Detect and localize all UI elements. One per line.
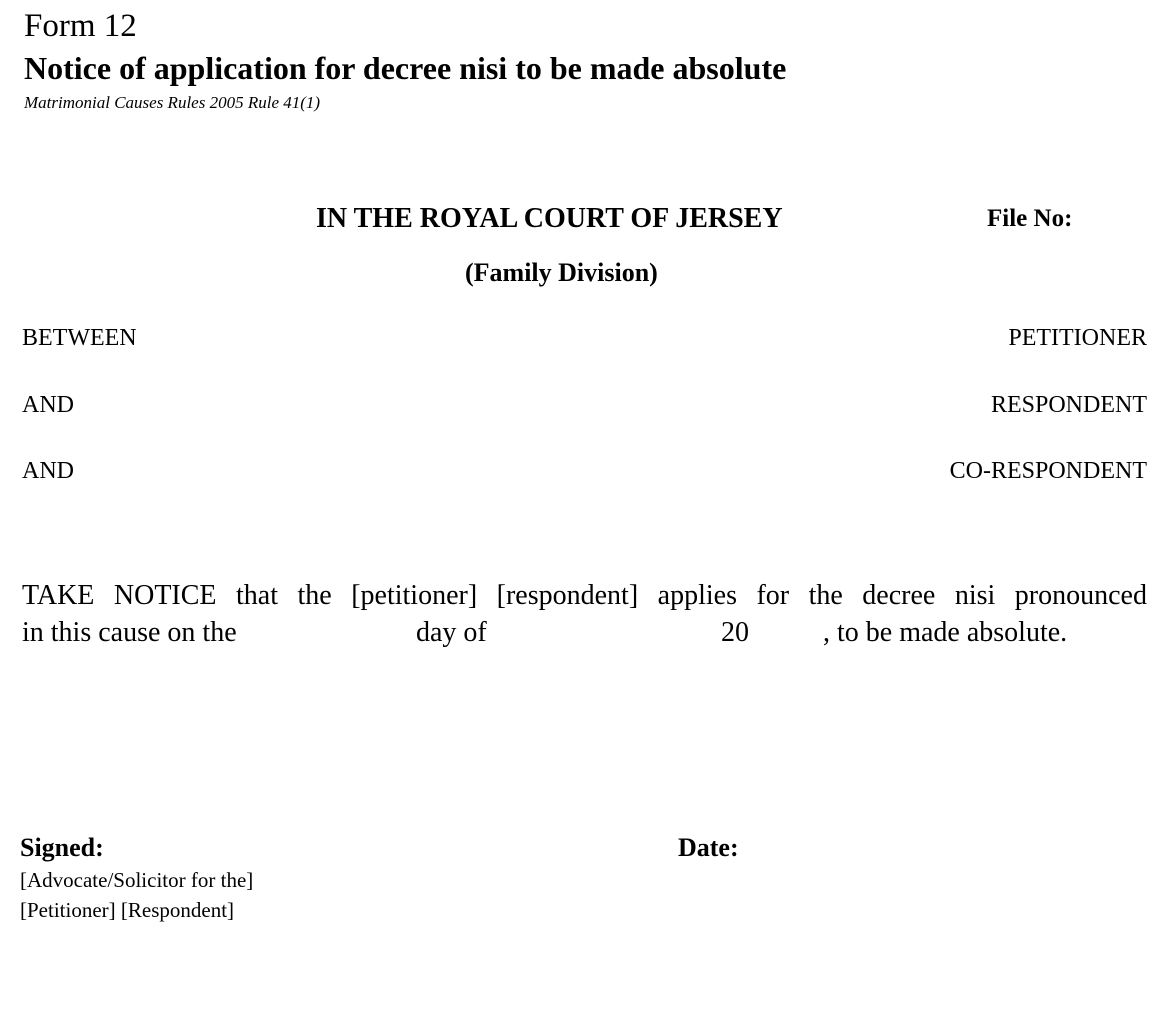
signed-label: Signed: (20, 833, 104, 862)
form-number: Form 12 (24, 8, 137, 44)
notice-text-cause: in this cause on the (22, 617, 237, 648)
notice-word: the (808, 580, 843, 611)
notice-word: for (756, 580, 790, 611)
notice-word: applies (657, 580, 737, 611)
notice-word: [petitioner] (351, 580, 478, 611)
court-division: (Family Division) (465, 258, 658, 287)
rule-reference: Matrimonial Causes Rules 2005 Rule 41(1) (24, 93, 321, 112)
court-name: IN THE ROYAL COURT OF JERSEY (316, 203, 783, 234)
party-role-petitioner: PETITIONER (1008, 325, 1147, 351)
notice-word: nisi (954, 580, 996, 611)
party-label-and: AND (22, 458, 74, 484)
date-label: Date: (678, 833, 739, 862)
notice-word: the (297, 580, 332, 611)
notice-text-day-of: day of (416, 617, 487, 648)
party-label-and: AND (22, 392, 74, 418)
party-label-between: BETWEEN (22, 325, 137, 351)
party-role-respondent: RESPONDENT (990, 392, 1147, 418)
party-role-co-respondent: CO-RESPONDENT (949, 458, 1147, 484)
signatory-capacity-line1: [Advocate/Solicitor for the] (20, 868, 254, 892)
notice-word: NOTICE (113, 580, 217, 611)
file-no-label: File No: (987, 205, 1073, 232)
notice-text-year: 20 (721, 617, 749, 648)
notice-word: decree (862, 580, 936, 611)
notice-text-absolute: , to be made absolute. (823, 617, 1068, 648)
form-title: Notice of application for decree nisi to be made absolute (24, 50, 787, 86)
notice-word: [respondent] (496, 580, 639, 611)
signatory-capacity-line2: [Petitioner] [Respondent] (20, 898, 235, 922)
notice-word: that (236, 580, 279, 611)
notice-word: pronounced (1014, 580, 1147, 611)
notice-word: TAKE (22, 580, 95, 611)
notice-text-line1 (22, 580, 1147, 612)
